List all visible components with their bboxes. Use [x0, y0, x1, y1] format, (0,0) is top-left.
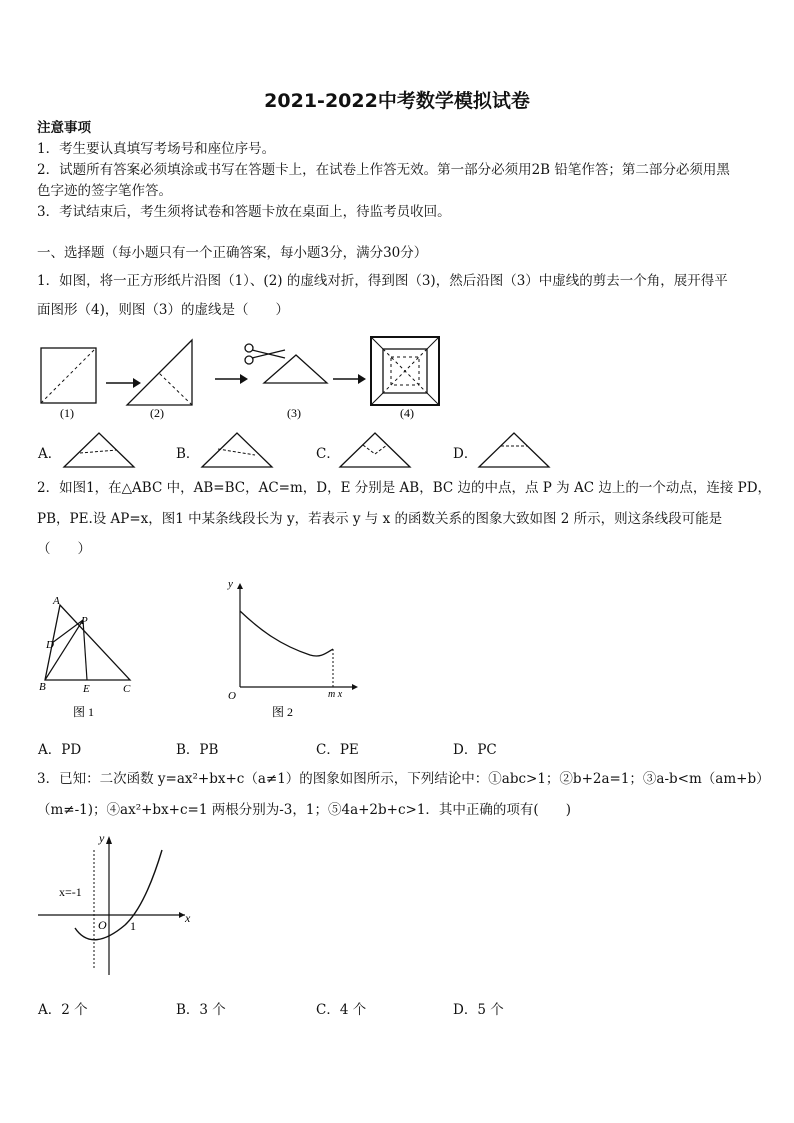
label-B: B	[39, 681, 46, 693]
q1-folding-figures	[35, 333, 445, 423]
fig-label-3: (3)	[287, 406, 301, 420]
symmetry-axis-label: x=-1	[59, 885, 82, 899]
q1-option-d: D．	[453, 446, 478, 462]
notice-heading: 注意事项	[37, 120, 91, 136]
scissors-icon	[245, 344, 285, 364]
q2-text-line3: （ ）	[37, 541, 91, 557]
triangle-3	[264, 355, 327, 383]
q1-option-d-figure	[477, 430, 551, 470]
arrow-head-2	[240, 374, 248, 384]
axis-label-m-x: m x	[328, 689, 343, 700]
arrow-head-1	[133, 378, 141, 388]
label-A: A	[53, 595, 60, 607]
label-E: E	[83, 683, 90, 695]
q2-figure-2	[220, 575, 360, 720]
q1-option-c: C．	[316, 446, 340, 462]
notice-item: 色字迹的签字笔作答。	[37, 183, 172, 199]
axis-label-y: y	[99, 831, 105, 845]
q2-text-line1: 2．如图1，在△ABC 中，AB=BC，AC=m，D，E 分别是 AB，BC 边的中点，点 P 为 AC 边上的一个动点，连接 PD，	[37, 480, 772, 496]
fig-label-4: (4)	[400, 406, 414, 420]
q3-text-line1: 3．已知：二次函数 y=ax²+bx+c（a≠1）的图象如图所示，下列结论中：①abc>1；②b+2a=1；③a-b<m（am+b）	[37, 771, 770, 787]
origin-label: O	[98, 918, 107, 932]
q1-text-line1: 1．如图，将一正方形纸片沿图（1）、(2) 的虚线对折，得到图（3)，然后沿图（3）中虚线的剪去一个角，展开得平	[37, 273, 728, 289]
q2-option-d: D．PC	[453, 742, 497, 758]
origin-label: O	[228, 690, 236, 702]
q2-option-c: C．PE	[316, 742, 359, 758]
unfolded-square-4	[371, 337, 439, 405]
notice-item: 2．试题所有答案必须填涂或书写在答题卡上，在试卷上作答无效。第一部分必须用2B 铅笔作答；第二部分必须用黑	[37, 162, 730, 178]
q2-text-line2: PB，PE.设 AP=x，图1 中某条线段长为 y，若表示 y 与 x 的函数关系的图象大致如图 2 所示，则这条线段可能是	[37, 511, 723, 527]
q2-option-b: B．PB	[176, 742, 219, 758]
notice-item: 1．考生要认真填写考场号和座位序号。	[37, 141, 276, 157]
section-heading: 一、选择题（每小题只有一个正确答案，每小题3分，满分30分）	[37, 245, 428, 261]
q1-option-a-figure	[62, 430, 136, 470]
q1-option-b: B．	[176, 446, 200, 462]
q3-text-line2: （m≠-1)；④ax²+bx+c=1 两根分别为-3，1；⑤4a+2b+c>1．其中正确的项有( )	[37, 802, 571, 818]
label-C: C	[123, 683, 131, 695]
fold-line-1	[41, 348, 96, 403]
fig-label-2: (2)	[150, 406, 164, 420]
q3-option-d: D．5 个	[453, 1002, 504, 1018]
label-P: P	[81, 615, 88, 627]
fig2-caption: 图 2	[272, 705, 294, 719]
fig1-caption: 图 1	[73, 705, 95, 719]
root-label-1: 1	[130, 919, 136, 933]
axis-label-x: x	[185, 911, 191, 925]
q1-option-b-figure	[200, 430, 274, 470]
q1-option-a: A．	[38, 446, 62, 462]
axis-label-y: y	[228, 578, 233, 590]
q1-option-c-figure	[338, 430, 412, 470]
label-D: D	[46, 639, 54, 651]
q3-option-c: C．4 个	[316, 1002, 367, 1018]
q3-option-b: B．3 个	[176, 1002, 226, 1018]
q3-parabola-graph	[35, 830, 200, 980]
arrow-head-3	[358, 374, 366, 384]
notice-item: 3．考试结束后，考生须将试卷和答题卡放在桌面上，待监考员收回。	[37, 204, 451, 220]
q1-text-line2: 面图形（4)，则图（3）的虚线是（ ）	[37, 302, 289, 318]
fold-line-2	[159, 373, 192, 405]
q2-figure-1	[35, 590, 145, 720]
fig-label-1: (1)	[60, 406, 74, 420]
page-title: 2021-2022中考数学模拟试卷	[264, 90, 530, 112]
q2-option-a: A．PD	[38, 742, 82, 758]
q3-option-a: A．2 个	[38, 1002, 88, 1018]
